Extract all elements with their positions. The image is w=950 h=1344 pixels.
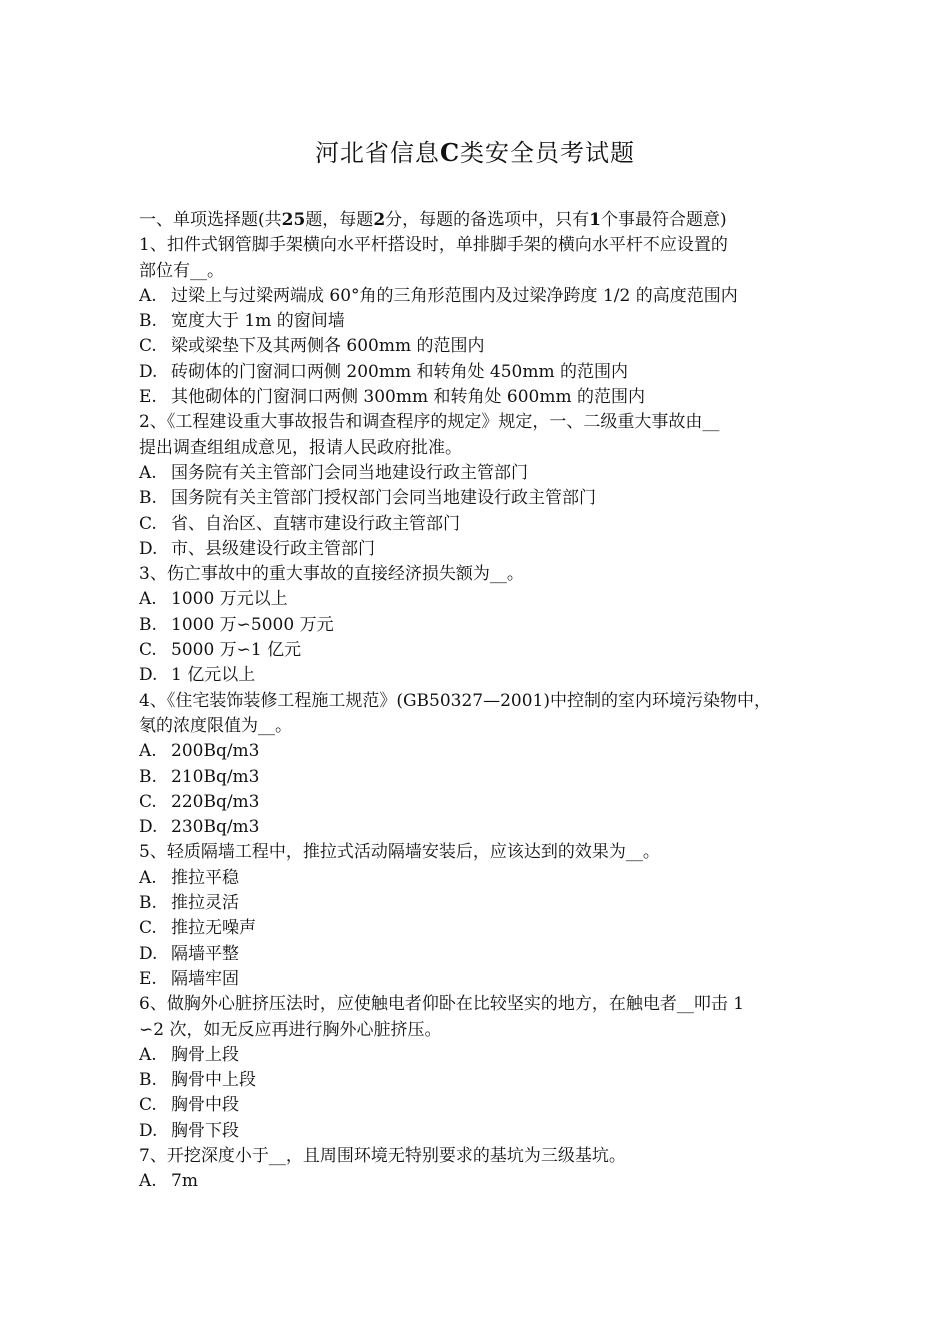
answer-option xyxy=(139,284,829,309)
section-points: 2 xyxy=(373,210,386,230)
option-letter: E. xyxy=(139,968,157,989)
option-letter: D. xyxy=(139,1120,158,1141)
option-text: 7m xyxy=(171,1171,198,1192)
option-text: 梁或梁垫下及其两侧各 600mm 的范围内 xyxy=(171,336,485,357)
question-stem: ∽2 次，如无反应再进行胸外心脏挤压。 xyxy=(139,1019,442,1040)
answer-option xyxy=(139,967,829,992)
option-text: 推拉灵活 xyxy=(171,893,239,914)
question-stem: 2、《工程建设重大事故报告和调查程序的规定》规定，一、二级重大事故由__ xyxy=(139,412,720,433)
title-text-pre: 河北省信息 xyxy=(314,139,440,167)
answer-option xyxy=(139,891,829,916)
answer-option xyxy=(139,486,829,511)
answer-option xyxy=(139,461,829,486)
option-letter: A. xyxy=(139,867,157,888)
question-stem: 1、扣件式钢管脚手架横向水平杆搭设时，单排脚手架的横向水平杆不应设置的 xyxy=(139,235,728,256)
answer-option xyxy=(139,385,829,410)
section-answer-count: 1 xyxy=(589,210,601,230)
option-letter: B. xyxy=(139,1070,157,1091)
answer-option xyxy=(139,1119,829,1144)
question-list xyxy=(139,208,829,1195)
option-letter: D. xyxy=(139,361,158,382)
question-item xyxy=(139,562,829,688)
option-letter: B. xyxy=(139,614,157,635)
option-text: 5000 万∽1 亿元 xyxy=(171,640,302,661)
option-letter: E. xyxy=(139,387,157,408)
option-text: 市、县级建设行政主管部门 xyxy=(171,538,375,559)
option-text: 1 亿元以上 xyxy=(171,665,256,686)
option-text: 隔墙牢固 xyxy=(171,968,239,989)
answer-option xyxy=(139,1093,829,1118)
question-stem: 5、轻质隔墙工程中，推拉式活动隔墙安装后，应该达到的效果为__。 xyxy=(139,842,660,863)
question-stem: 氡的浓度限值为__。 xyxy=(139,715,292,736)
answer-option xyxy=(139,360,829,385)
question-item xyxy=(139,410,829,562)
answer-option xyxy=(139,663,829,688)
answer-option xyxy=(139,613,829,638)
answer-option xyxy=(139,1169,829,1194)
option-letter: A. xyxy=(139,462,157,483)
option-letter: A. xyxy=(139,741,157,762)
title-text-bold: C xyxy=(439,138,461,167)
section-text: 分，每题的备选项中，只有 xyxy=(385,210,590,230)
answer-option xyxy=(139,512,829,537)
option-text: 推拉无噪声 xyxy=(171,918,256,939)
answer-option xyxy=(139,1043,829,1068)
question-stem: 部位有__。 xyxy=(139,260,224,281)
option-text: 胸骨中段 xyxy=(171,1095,239,1116)
question-item xyxy=(139,992,829,1144)
question-item xyxy=(139,689,829,841)
option-text: 国务院有关主管部门授权部门会同当地建设行政主管部门 xyxy=(171,488,596,509)
option-text: 宽度大于 1m 的窗间墙 xyxy=(171,311,345,332)
option-letter: C. xyxy=(139,336,157,357)
option-letter: D. xyxy=(139,665,158,686)
option-text: 胸骨中上段 xyxy=(171,1070,256,1091)
option-letter: D. xyxy=(139,943,158,964)
option-letter: A. xyxy=(139,589,157,610)
answer-option xyxy=(139,765,829,790)
answer-option xyxy=(139,309,829,334)
option-text: 200Bq/m3 xyxy=(171,741,260,762)
option-letter: C. xyxy=(139,791,157,812)
answer-option xyxy=(139,1068,829,1093)
section-text: 题，每题 xyxy=(305,210,374,230)
option-letter: B. xyxy=(139,311,157,332)
option-text: 其他砌体的门窗洞口两侧 300mm 和转角处 600mm 的范围内 xyxy=(171,387,645,408)
option-text: 胸骨上段 xyxy=(171,1044,239,1065)
question-stem: 3、伤亡事故中的重大事故的直接经济损失额为__。 xyxy=(139,564,524,585)
option-text: 过梁上与过梁两端成 60°角的三角形范围内及过梁净跨度 1/2 的高度范围内 xyxy=(171,285,738,306)
option-letter: C. xyxy=(139,1095,157,1116)
option-text: 砖砌体的门窗洞口两侧 200mm 和转角处 450mm 的范围内 xyxy=(171,361,628,382)
option-text: 胸骨下段 xyxy=(171,1120,239,1141)
option-letter: C. xyxy=(139,640,157,661)
option-letter: D. xyxy=(139,538,158,559)
option-letter: A. xyxy=(139,1171,157,1192)
option-text: 隔墙平整 xyxy=(171,943,239,964)
answer-option xyxy=(139,942,829,967)
section-text: 个事最符合题意) xyxy=(601,210,727,230)
option-letter: C. xyxy=(139,513,157,534)
answer-option xyxy=(139,866,829,891)
option-letter: D. xyxy=(139,817,158,838)
option-text: 220Bq/m3 xyxy=(171,791,260,812)
answer-option xyxy=(139,815,829,840)
question-stem: 6、做胸外心脏挤压法时，应使触电者仰卧在比较坚实的地方，在触电者__叩击 1 xyxy=(139,994,745,1015)
option-letter: B. xyxy=(139,766,157,787)
answer-option xyxy=(139,587,829,612)
option-letter: B. xyxy=(139,893,157,914)
answer-option xyxy=(139,916,829,941)
answer-option xyxy=(139,638,829,663)
question-item xyxy=(139,840,829,992)
option-text: 推拉平稳 xyxy=(171,867,239,888)
option-text: 230Bq/m3 xyxy=(171,817,260,838)
answer-option xyxy=(139,537,829,562)
section-text: 一、单项选择题(共 xyxy=(139,210,282,230)
option-letter: A. xyxy=(139,285,157,306)
option-text: 1000 万∽5000 万元 xyxy=(171,614,334,635)
question-item xyxy=(139,1144,829,1195)
question-stem: 提出调查组组成意见，报请人民政府批准。 xyxy=(139,437,462,458)
question-item xyxy=(139,233,829,410)
title-text-post: 类安全员考试题 xyxy=(460,139,636,167)
option-text: 省、自治区、直辖市建设行政主管部门 xyxy=(171,513,460,534)
option-letter: C. xyxy=(139,918,157,939)
option-text: 210Bq/m3 xyxy=(171,766,260,787)
option-letter: A. xyxy=(139,1044,157,1065)
option-text: 1000 万元以上 xyxy=(171,589,288,610)
answer-option xyxy=(139,790,829,815)
answer-option xyxy=(139,334,829,359)
section-count: 25 xyxy=(281,210,306,230)
section-heading xyxy=(139,208,829,233)
question-stem: 4、《住宅装饰装修工程施工规范》(GB50327—2001)中控制的室内环境污染物中， xyxy=(139,690,771,711)
option-letter: B. xyxy=(139,488,157,509)
answer-option xyxy=(139,739,829,764)
option-text: 国务院有关主管部门会同当地建设行政主管部门 xyxy=(171,462,528,483)
page-title xyxy=(0,136,950,170)
question-stem: 7、开挖深度小于__，且周围环境无特别要求的基坑为三级基坑。 xyxy=(139,1145,626,1166)
